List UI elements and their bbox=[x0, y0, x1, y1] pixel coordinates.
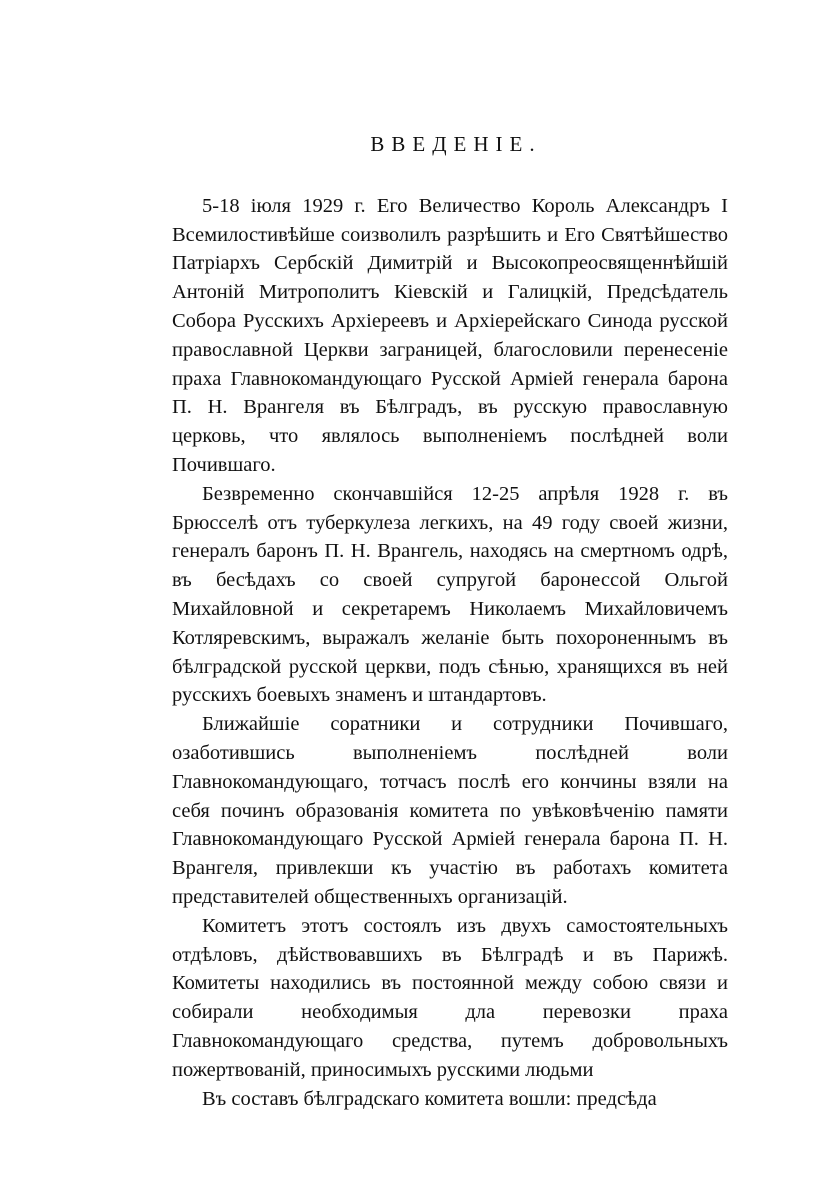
paragraph-2: Безвременно скончавшійся 12-25 апрѣля 1928 г. въ Брюсселѣ отъ туберкулеза легкихъ, на 49 году своей жизни, генералъ баронъ П. Н. Врангель, находясь на смертномъ одрѣ, въ бесѣдахъ со своей супругой баронессой Ольгой Михайловной и секретаремъ Николаемъ Михайловичемъ Котляревскимъ, выражалъ желаніе быть похороненнымъ въ бѣлградской русской церкви, подъ сѣнью, хранящихся въ ней русскихъ боевыхъ знаменъ и штандартовъ. bbox=[172, 482, 728, 707]
paragraph-4: Комитетъ этотъ состоялъ изъ двухъ самостоятельныхъ отдѣловъ, дѣйствовавшихъ въ Бѣлградѣ и въ Парижѣ. Комитеты находились въ постоянной между собою связи и собирали необходимыя дла перевозки праха Главнокомандующаго средства, путемъ добровольныхъ пожертвованій, приносимыхъ русскими людьми bbox=[172, 914, 728, 1081]
paragraph-5-fragment: Въ составъ бѣлградскаго комитета вошли: предсѣда bbox=[202, 1087, 657, 1110]
paragraph-3: Ближайшіе соратники и сотрудники Почившаго, озаботившись выполненіемъ послѣдней воли Главнокомандующаго, тотчасъ послѣ его кончины взяли на себя починъ образованія комитета по увѣковѣченію памяти Главнокомандующаго Русской Арміей генерала барона П. Н. Врангеля, привлекши къ участію въ работахъ комитета представителей общественныхъ организацій. bbox=[172, 713, 728, 908]
page-body bbox=[172, 130, 728, 1113]
paragraph-1: 5-18 іюля 1929 г. Его Величество Король Александръ I Всемилостивѣйше соизволилъ разрѣшить и Его Святѣйшество Патріархъ Сербскій Димитрій и Высокопреосвященнѣйшій Антоній Митрополитъ Кіевскій и Галицкій, Предсѣдатель Собора Русскихъ Архіереевъ и Архіерейскаго Синода русской православной Церкви заграницей, благословили перенесеніе праха Главнокомандующаго Русской Арміей генерала барона П. Н. Врангеля въ Бѣлградъ, въ русскую православную церковь, что являлось выполненіемъ послѣдней воли Почившаго. bbox=[172, 194, 728, 476]
page-title: ВВЕДЕНІЕ. bbox=[370, 132, 542, 156]
